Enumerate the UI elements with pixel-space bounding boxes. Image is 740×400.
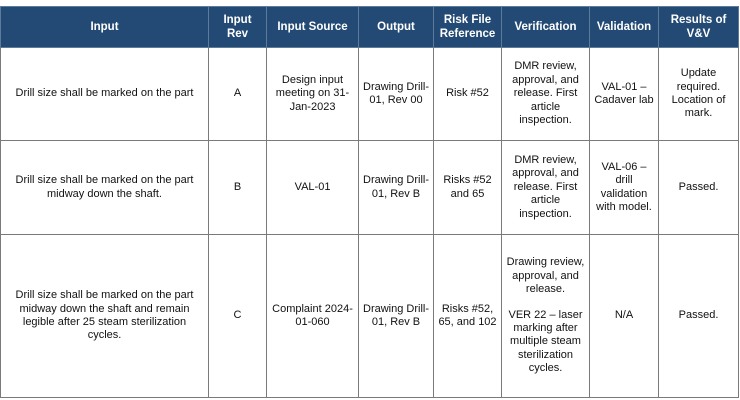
input-cell: Drill size shall be marked on the part midway down the shaft and remain legible after 25 steam sterilization cycles. bbox=[1, 235, 209, 398]
col-header-results: Results of V&V bbox=[659, 7, 739, 48]
source-cell: Design input meeting on 31-Jan-2023 bbox=[267, 48, 359, 141]
output-cell: Drawing Drill-01, Rev B bbox=[359, 141, 434, 235]
rev-cell: B bbox=[209, 141, 267, 235]
input-cell: Drill size shall be marked on the part midway down the shaft. bbox=[1, 141, 209, 235]
results-cell: Update required. Location of mark. bbox=[659, 48, 739, 141]
output-cell: Drawing Drill-01, Rev 00 bbox=[359, 48, 434, 141]
table-row bbox=[1, 48, 739, 141]
input-cell: Drill size shall be marked on the part bbox=[1, 48, 209, 141]
col-header-validation: Validation bbox=[590, 7, 659, 48]
table-row bbox=[1, 235, 739, 398]
verification-extra-text: VER 22 – laser marking after multiple steam sterilization cycles. bbox=[508, 308, 583, 375]
risk-cell: Risks #52, 65, and 102 bbox=[434, 235, 502, 398]
results-cell: Passed. bbox=[659, 235, 739, 398]
col-header-input-rev: Input Rev bbox=[209, 7, 267, 48]
risk-cell: Risk #52 bbox=[434, 48, 502, 141]
col-header-input-source: Input Source bbox=[267, 7, 359, 48]
source-cell: Complaint 2024-01-060 bbox=[267, 235, 359, 398]
col-header-input: Input bbox=[1, 7, 209, 48]
source-cell: VAL-01 bbox=[267, 141, 359, 235]
output-cell: Drawing Drill-01, Rev B bbox=[359, 235, 434, 398]
rev-cell: C bbox=[209, 235, 267, 398]
col-header-risk-file-reference: Risk File Reference bbox=[434, 7, 502, 48]
verification-cell: DMR review, approval, and release. First article inspection. bbox=[502, 141, 590, 235]
results-cell: Passed. bbox=[659, 141, 739, 235]
paragraph-gap bbox=[506, 297, 585, 309]
validation-cell: VAL-06 – drill validation with model. bbox=[590, 141, 659, 235]
table-row bbox=[1, 141, 739, 235]
col-header-output: Output bbox=[359, 7, 434, 48]
validation-cell: N/A bbox=[590, 235, 659, 398]
header-row bbox=[1, 7, 739, 48]
verification-cell bbox=[502, 235, 590, 398]
traceability-table bbox=[0, 6, 739, 398]
validation-cell: VAL-01 – Cadaver lab bbox=[590, 48, 659, 141]
col-header-verification: Verification bbox=[502, 7, 590, 48]
verification-cell: DMR review, approval, and release. First article inspection. bbox=[502, 48, 590, 141]
verification-text: Drawing review, approval, and release. bbox=[506, 256, 585, 296]
risk-cell: Risks #52 and 65 bbox=[434, 141, 502, 235]
rev-cell: A bbox=[209, 48, 267, 141]
